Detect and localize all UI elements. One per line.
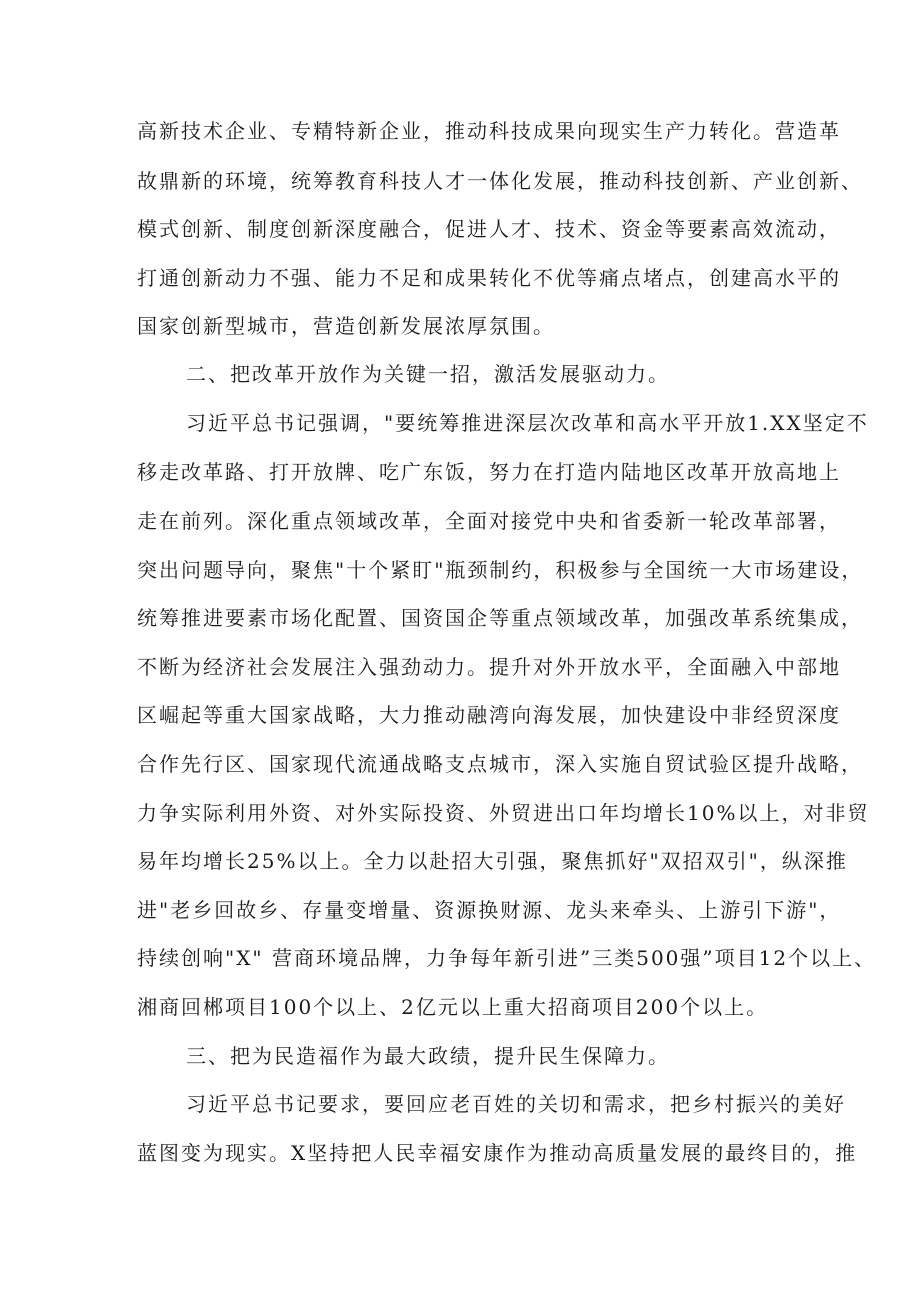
section-heading: 三、把为民造福作为最大政绩，提升民生保障力。: [186, 1044, 670, 1068]
text-line: 习近平总书记要求，要回应老百姓的关切和需求，把乡村振兴的美好: [186, 1092, 846, 1116]
text-line: 持续创响"X" 营商环境品牌，力争每年新引进”三类500强”项目12个以上、: [137, 946, 877, 970]
text-line: 突出问题导向，聚焦"十个紧盯"瓶颈制约，积极参与全国统一大市场建设，: [137, 558, 864, 582]
text-line: 走在前列。深化重点领域改革，全面对接党中央和省委新一轮改革部署，: [137, 509, 841, 533]
text-line: 力争实际利用外资、对外实际投资、外贸进出口年均增长10%以上，对非贸: [137, 801, 870, 825]
text-line: 进"老乡回故乡、存量变增量、资源换财源、龙头来牵头、上游引下游"，: [137, 898, 842, 922]
text-line: 打通创新动力不强、能力不足和成果转化不优等痛点堵点，创建高水平的: [137, 266, 841, 290]
text-line: 蓝图变为现实。X坚持把人民幸福安康作为推动高质量发展的最终目的，推: [137, 1141, 858, 1165]
text-line: 易年均增长25%以上。全力以赴招大引强，聚焦抓好"双招双引"，纵深推: [137, 849, 848, 873]
text-line: 故鼎新的环境，统筹教育科技人才一体化发展，推动科技创新、产业创新、: [137, 169, 863, 193]
text-line: 高新技术企业、专精特新企业，推动科技成果向现实生产力转化。营造革: [137, 119, 841, 143]
text-line: 移走改革路、打开放牌、吃广东饭，努力在打造内陆地区改革开放高地上: [137, 460, 841, 484]
text-line: 区崛起等重大国家战略，大力推动融湾向海发展，加快建设中非经贸深度: [137, 703, 841, 727]
text-line: 模式创新、制度创新深度融合，促进人才、技术、资金等要素高效流动，: [137, 217, 841, 241]
text-line: 不断为经济社会发展注入强劲动力。提升对外开放水平，全面融入中部地: [137, 655, 841, 679]
text-line: 湘商回郴项目100个以上、2亿元以上重大招商项目200个以上。: [137, 995, 769, 1019]
text-line: 国家创新型城市，营造创新发展浓厚氛围。: [137, 314, 555, 338]
section-heading: 二、把改革开放作为关键一招，激活发展驱动力。: [186, 362, 670, 386]
text-line: 习近平总书记强调，"要统筹推进深层次改革和高水平开放1.XX坚定不: [186, 411, 869, 435]
text-line: 合作先行区、国家现代流通战略支点城市，深入实施自贸试验区提升战略，: [137, 752, 863, 776]
text-line: 统筹推进要素市场化配置、国资国企等重点领域改革，加强改革系统集成，: [137, 606, 863, 630]
